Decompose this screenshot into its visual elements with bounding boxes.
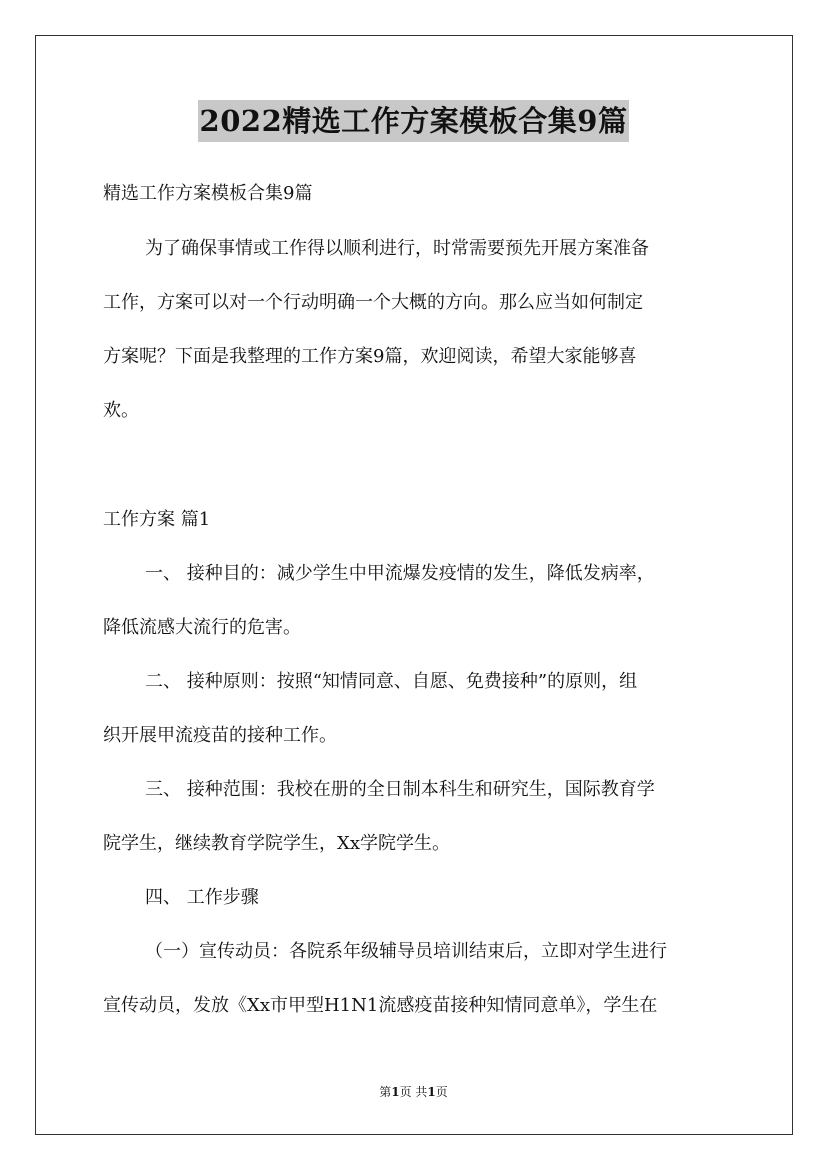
paragraph-line: 为了确保事情或工作得以顺利进行，时常需要预先开展方案准备 xyxy=(145,238,649,259)
paragraph-line: 降低流感大流行的危害。 xyxy=(103,617,301,638)
footer-page-number: 1 xyxy=(391,1085,400,1099)
footer-suffix: 页 xyxy=(435,1085,448,1099)
paragraph-line: 二、 接种原则：按照“知情同意、自愿、免费接种”的原则，组 xyxy=(145,671,638,692)
paragraph-line: 一、 接种目的：减少学生中甲流爆发疫情的发生，降低发病率， xyxy=(145,563,655,584)
paragraph-line: 欢。 xyxy=(103,400,139,421)
footer-prefix: 第 xyxy=(379,1085,392,1099)
paragraph-line: 织开展甲流疫苗的接种工作。 xyxy=(103,725,337,746)
paragraph-line: 工作，方案可以对一个行动明确一个大概的方向。那么应当如何制定 xyxy=(103,292,643,313)
paragraph-line: 三、 接种范围：我校在册的全日制本科生和研究生，国际教育学 xyxy=(145,779,655,800)
title-container xyxy=(0,100,827,142)
paragraph-line: 院学生，继续教育学院学生，Xx学院学生。 xyxy=(103,833,450,854)
paragraph-line: 宣传动员，发放《Xx市甲型H1N1流感疫苗接种知情同意单》，学生在 xyxy=(103,995,658,1016)
paragraph-line: （一）宣传动员：各院系年级辅导员培训结束后，立即对学生进行 xyxy=(145,941,667,962)
footer-mid: 页 共 xyxy=(399,1085,428,1099)
subtitle-line: 精选工作方案模板合集9篇 xyxy=(103,183,313,204)
section-heading: 工作方案 篇1 xyxy=(103,509,211,530)
paragraph-line: 方案呢？下面是我整理的工作方案9篇，欢迎阅读，希望大家能够喜 xyxy=(103,346,637,367)
document-title: 2022精选工作方案模板合集9篇 xyxy=(198,100,630,142)
paragraph-line: 四、 工作步骤 xyxy=(145,887,259,908)
page-footer xyxy=(0,1083,827,1100)
footer-total-pages: 1 xyxy=(427,1085,436,1099)
